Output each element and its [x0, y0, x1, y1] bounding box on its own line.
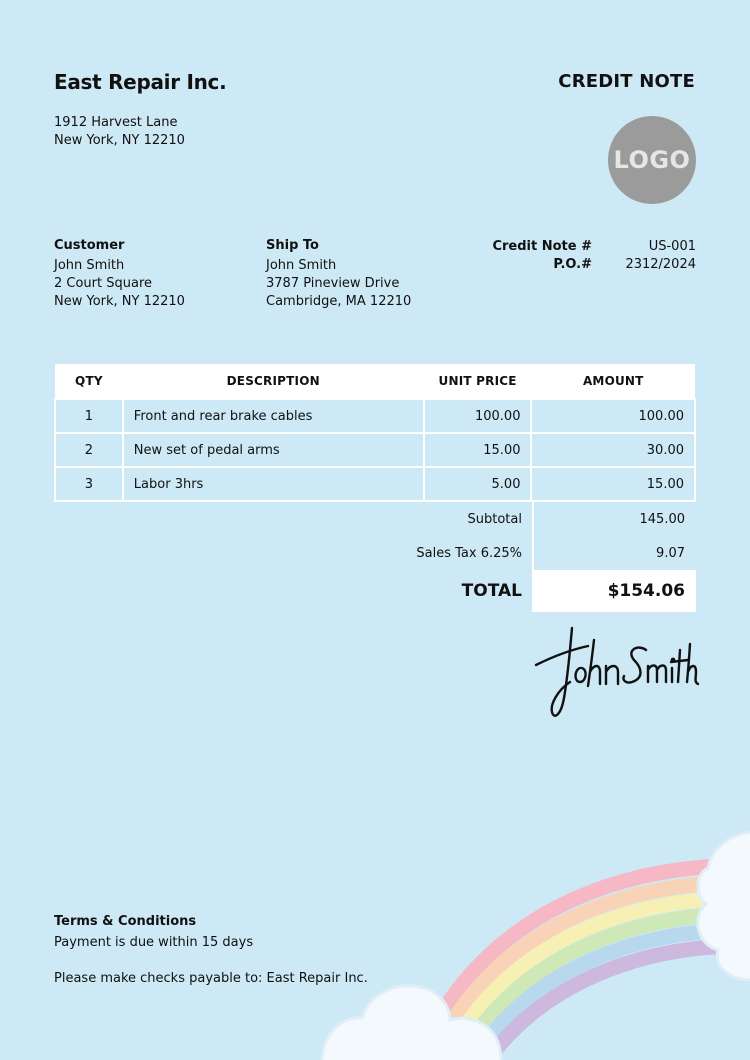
cell-description: Front and rear brake cables — [123, 399, 424, 433]
subtotal-label: Subtotal — [467, 511, 522, 527]
subtotal-value: 145.00 — [532, 502, 696, 536]
ship-to-line1: 3787 Pineview Drive — [266, 276, 400, 291]
customer-name: John Smith — [54, 258, 125, 273]
meta-label: Credit Note # — [492, 239, 592, 254]
document-title: CREDIT NOTE — [558, 71, 695, 92]
customer-heading: Customer — [54, 238, 125, 253]
signature — [530, 620, 700, 725]
tax-row — [54, 536, 696, 570]
table-row — [55, 433, 695, 467]
company-address-line2: New York, NY 12210 — [54, 133, 185, 148]
meta-label: P.O.# — [553, 257, 592, 272]
terms-line2: Please make checks payable to: East Repair Inc. — [54, 971, 368, 986]
cell-description: New set of pedal arms — [123, 433, 424, 467]
tax-label: Sales Tax 6.25% — [416, 545, 522, 561]
cell-amount: 30.00 — [531, 433, 695, 467]
cell-unit-price: 100.00 — [424, 399, 532, 433]
terms-heading: Terms & Conditions — [54, 914, 197, 929]
cell-amount: 15.00 — [531, 467, 695, 501]
total-value: $154.06 — [532, 570, 696, 612]
header-amount: AMOUNT — [531, 364, 695, 399]
header-unit-price: UNIT PRICE — [424, 364, 532, 399]
logo-placeholder: LOGO — [608, 116, 696, 204]
terms-line1: Payment is due within 15 days — [54, 935, 254, 950]
table-header-row — [55, 364, 695, 399]
customer-line2: New York, NY 12210 — [54, 294, 185, 309]
meta-row-po — [440, 256, 696, 274]
ship-to-heading: Ship To — [266, 238, 319, 253]
cell-unit-price: 15.00 — [424, 433, 532, 467]
total-label: TOTAL — [461, 581, 522, 601]
company-address — [54, 114, 185, 150]
cell-description: Labor 3hrs — [123, 467, 424, 501]
items-table — [54, 364, 696, 502]
cell-qty: 1 — [55, 399, 123, 433]
ship-to-block — [266, 238, 411, 311]
cell-qty: 3 — [55, 467, 123, 501]
meta-value: 2312/2024 — [625, 257, 696, 272]
cell-unit-price: 5.00 — [424, 467, 532, 501]
total-row — [54, 570, 696, 612]
header-qty: QTY — [55, 364, 123, 399]
ship-to-line2: Cambridge, MA 12210 — [266, 294, 412, 309]
credit-note-meta — [440, 238, 696, 274]
meta-row-credit-note — [440, 238, 696, 256]
company-name: East Repair Inc. — [54, 70, 227, 94]
table-row — [55, 399, 695, 433]
subtotal-row — [54, 502, 696, 536]
cell-amount: 100.00 — [531, 399, 695, 433]
table-row — [55, 467, 695, 501]
customer-block — [54, 238, 185, 311]
cell-qty: 2 — [55, 433, 123, 467]
ship-to-name: John Smith — [266, 258, 337, 273]
customer-line1: 2 Court Square — [54, 276, 153, 291]
company-address-line1: 1912 Harvest Lane — [54, 115, 178, 130]
totals-block — [54, 502, 696, 612]
meta-value: US-001 — [648, 239, 696, 254]
tax-value: 9.07 — [532, 536, 696, 570]
header-description: DESCRIPTION — [123, 364, 424, 399]
